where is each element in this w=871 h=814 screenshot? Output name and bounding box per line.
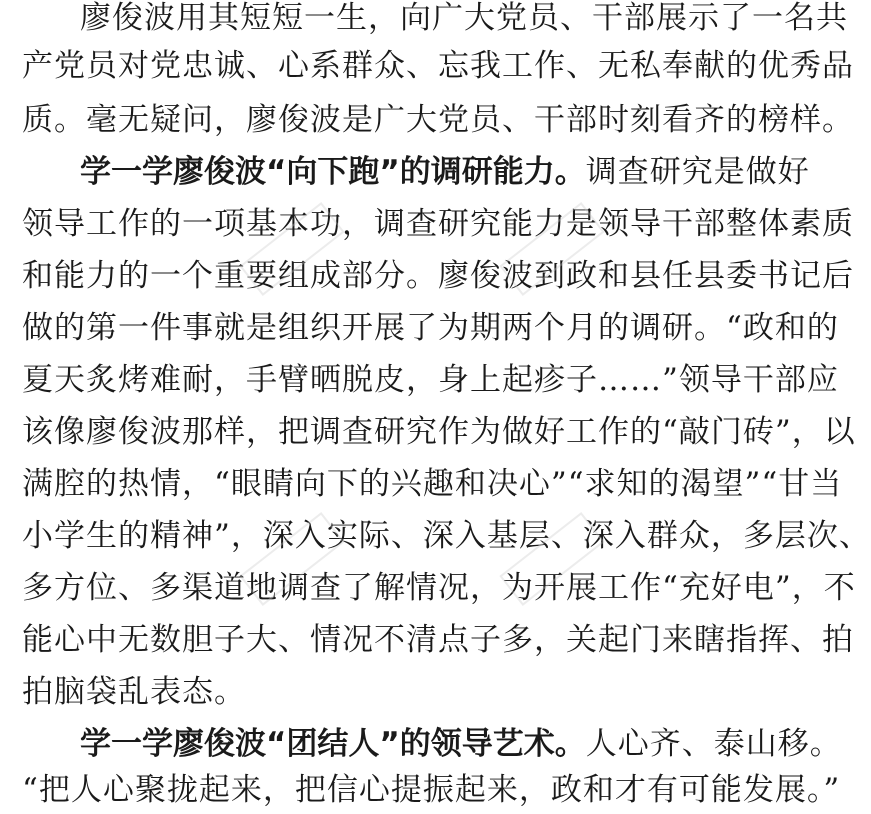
paragraph-line <box>22 668 782 716</box>
line-text: 领导工作的一项基本功，调查研究能力是领导干部整体素质 <box>22 206 854 242</box>
line-text: 夏天炙烤难耐，手臂晒脱皮，身上起疹子……”领导干部应 <box>22 362 839 398</box>
line-text: 拍脑袋乱表态。 <box>22 674 246 710</box>
line-text: 满腔的热情，“眼睛向下的兴趣和决心”“求知的渴望”“甘当 <box>22 466 843 502</box>
section-heading-line <box>80 148 810 196</box>
paragraph-line <box>22 460 843 508</box>
line-text: 做的第一件事就是组织开展了为期两个月的调研。“政和的 <box>22 310 839 346</box>
line-text: 能心中无数胆子大、情况不清点子多，关起门来瞎指挥、拍 <box>22 622 854 658</box>
paragraph-line <box>22 766 841 814</box>
paragraph-line <box>22 200 854 248</box>
section-heading: 学一学廖俊波“向下跑”的调研能力。 <box>80 154 586 190</box>
line-text: 小学生的精神”，深入实际、深入基层、深入群众，多层次、 <box>22 518 871 554</box>
paragraph-line <box>22 96 854 144</box>
line-text: 调查研究是做好 <box>585 154 810 190</box>
paragraph-line <box>22 616 854 664</box>
paragraph-line <box>80 0 848 42</box>
line-text: 多方位、多渠道地调查了解情况，为开展工作“充好电”，不 <box>22 570 856 606</box>
line-text: 人心齐、泰山移。 <box>585 726 842 762</box>
line-text: “把人心聚拢起来，把信心提振起来，政和才有可能发展。” <box>22 772 841 808</box>
line-text: 该像廖俊波那样，把调查研究作为做好工作的“敲门砖”，以 <box>22 414 856 450</box>
paragraph-line <box>22 512 871 560</box>
paragraph-line <box>22 304 839 352</box>
section-heading-line <box>80 720 842 768</box>
line-text: 廖俊波用其短短一生，向广大党员、干部展示了一名共 <box>80 0 848 36</box>
line-text: 和能力的一个重要组成部分。廖俊波到政和县任县委书记后 <box>22 258 854 294</box>
line-text: 质。毫无疑问，廖俊波是广大党员、干部时刻看齐的榜样。 <box>22 102 854 138</box>
paragraph-line <box>22 356 839 404</box>
paragraph-line <box>22 252 854 300</box>
line-text: 产党员对党忠诚、心系群众、忘我工作、无私奉献的优秀品 <box>22 48 854 84</box>
paragraph-line <box>22 42 854 90</box>
paragraph-line <box>22 564 856 612</box>
paragraph-line <box>22 408 856 456</box>
section-heading: 学一学廖俊波“团结人”的领导艺术。 <box>80 726 586 762</box>
